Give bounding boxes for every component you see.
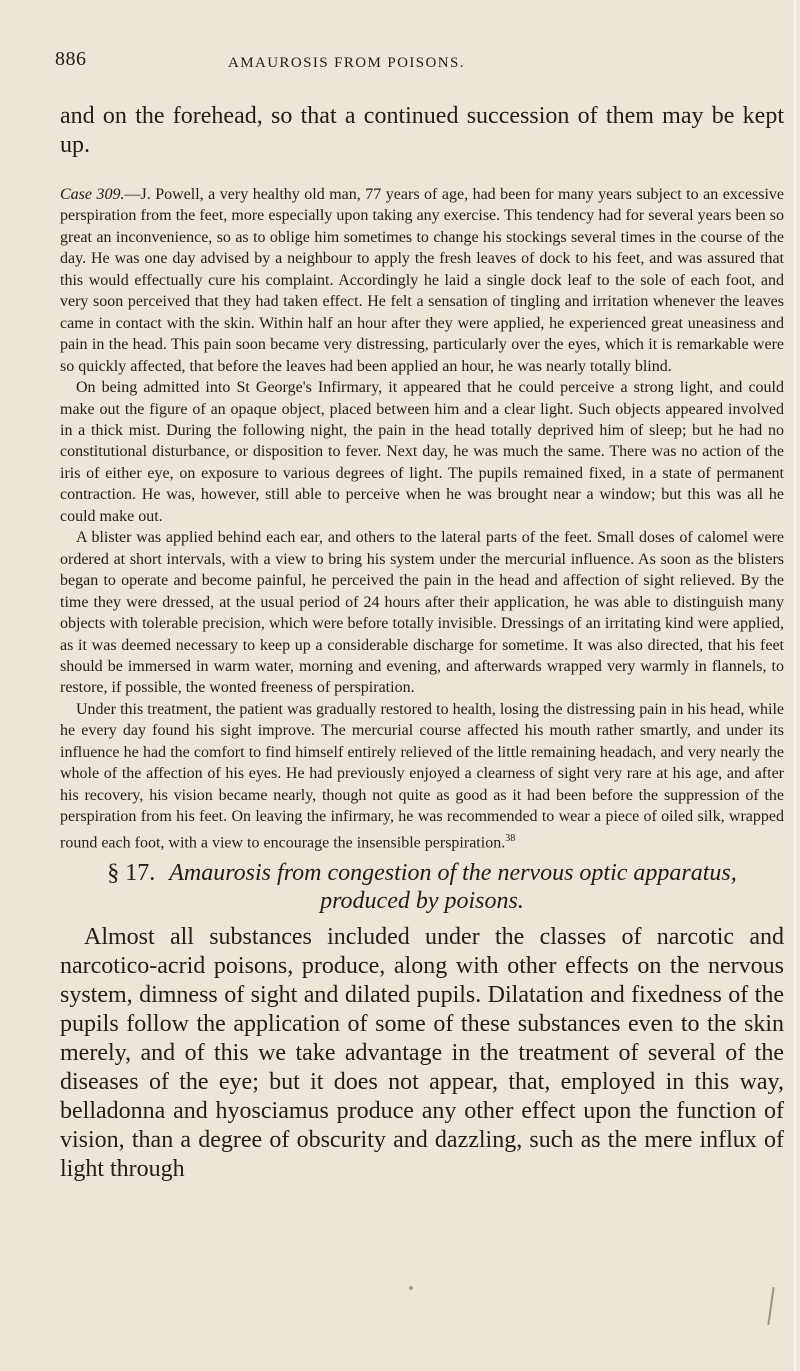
section-body: Almost all substances included under the classes of narcotic and narcotico-acrid poisons, produce, along with other effects on the nervous system, dimness of sight and dilated pupils. Dilatation and fixedness of the pupils follow the application of some of these substances even to the skin merely, and of this we take advantage in the treatment of several of the diseases of the eye; but it does not appear, that, employed in this way, belladonna and hyosciamus produce any other effect upon the function of vision, than a degree of obscurity and dazzling, such as the mere influx of light through bbox=[60, 924, 784, 1183]
case-report bbox=[60, 184, 784, 853]
section-title: Amaurosis from congestion of the nervous optic apparatus, produced by poisons. bbox=[169, 860, 737, 915]
case-paragraph-1 bbox=[60, 184, 784, 377]
lead-paragraph: and on the forehead, so that a continued succession of them may be kept up. bbox=[60, 103, 784, 158]
running-title: AMAUROSIS FROM POISONS. bbox=[228, 55, 465, 71]
section-heading bbox=[60, 859, 784, 915]
case-paragraph-1-text: —J. Powell, a very healthy old man, 77 years of age, had been for many years subject to an excessive perspiration from the feet, more especially upon taking any exercise. This tendency had for several years been so great an inconvenience, so as to oblige him sometimes to change his stockings several times in the course of the day. He was one day advised by a neighbour to apply the fresh leaves of dock to his feet, and was assured that this would effectually cure his complaint. Accordingly he laid a single dock leaf to the sole of each foot, and very soon perceived that they had taken effect. He felt a sensation of tingling and irritation whenever the leaves came in contact with the skin. Within half an hour after they were applied, he experienced great uneasiness and pain in the head. This pain soon became very distressing, particularly over the eyes, which it is remarkable were so quickly affected, that before the leaves had been applied an hour, he was nearly totally blind. bbox=[60, 186, 785, 375]
page-edge bbox=[794, 0, 796, 1371]
page-number: 886 bbox=[55, 48, 87, 70]
section-number: § 17. bbox=[107, 860, 156, 887]
case-paragraph-4 bbox=[60, 699, 784, 854]
case-paragraph-4-text: Under this treatment, the patient was gradually restored to health, losing the distressing pain in his head, while he every day found his sight improve. The mercurial course affected his mouth rather smartly, and under its influence he had the comfort to find himself entirely relieved of the little remaining headach, and very nearly the whole of the affection of his eyes. He had previously enjoyed a clearness of sight very rare at his age, and after his recovery, his vision became nearly, though not quite as good as it had been before the suppression of the perspiration from his feet. On leaving the infirmary, he was recommended to wear a piece of oiled silk, wrapped round each foot, with a view to encourage the insensible perspiration. bbox=[60, 700, 784, 851]
running-head bbox=[0, 48, 800, 80]
paper-dot bbox=[409, 1286, 413, 1290]
case-label: Case 309. bbox=[60, 186, 125, 203]
paper-mark bbox=[767, 1287, 774, 1325]
footnote-marker: 38 bbox=[505, 832, 516, 844]
case-paragraph-3: A blister was applied behind each ear, and others to the lateral parts of the feet. Small doses of calomel were ordered at short intervals, with a view to bring his system under the mercurial influence. As soon as the blisters began to operate and become painful, he perceived the pain in the head and affection of sight relieved. By the time they were dressed, at the usual period of 24 hours after their application, he was able to distinguish many objects with tolerable precision, which were before totally invisible. Dressings of an irritating kind were applied, as it was deemed necessary to keep up a considerable discharge for sometime. It was also directed, that his feet should be immersed in warm water, morning and evening, and afterwards wrapped very warmly in flannels, to restore, if possible, the wonted freeness of perspiration. bbox=[60, 529, 784, 697]
case-paragraph-2: On being admitted into St George's Infirmary, it appeared that he could perceive a strong light, and could make out the figure of an opaque object, placed between him and a clear light. Such objects appeared involved in a thick mist. During the following night, the pain in the head totally deprived him of sleep; but he had no constitutional disturbance, or disposition to fever. Next day, he was much the same. There was no action of the iris of either eye, on exposure to various degrees of light. The pupils remained fixed, in a state of permanent contraction. He was, however, still able to perceive when he was brought near a window; but this was all he could make out. bbox=[60, 379, 784, 525]
